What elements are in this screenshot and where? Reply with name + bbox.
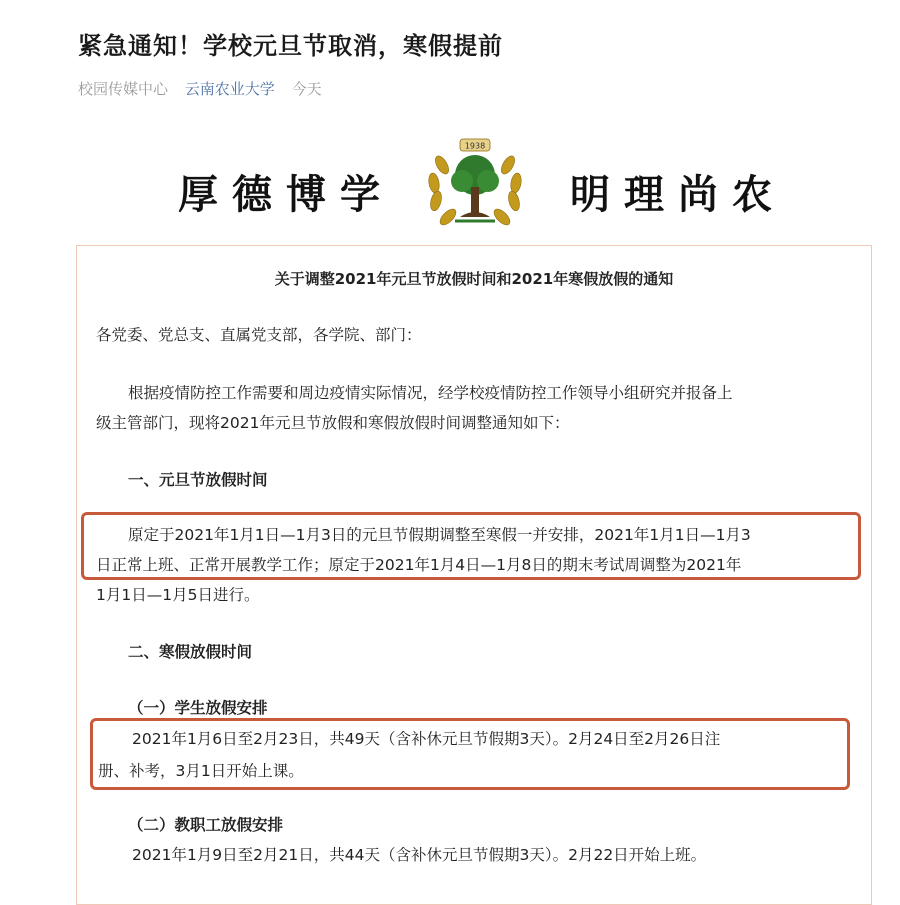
article-source: 校园传媒中心 [78,80,169,98]
sub1-line1: 2021年1月6日至2月23日，共49天（含补休元旦节假期3天）。2月24日至2月26日注 [132,730,721,748]
motto-right: 明理尚农 [570,171,786,218]
emblem-year: 1938 [464,141,486,151]
sub2-heading: （二）教职工放假安排 [128,816,284,834]
article-date: 今天 [291,80,322,98]
sub1-heading: （一）学生放假安排 [128,699,268,717]
notice-salutation: 各党委、党总支、直属党支部，各学院、部门： [96,326,422,344]
motto-left: 厚德博学 [178,171,394,218]
section1-line3: 1月1日—1月5日进行。 [96,586,260,604]
sub2-line1: 2021年1月9日至2月21日，共44天（含补休元旦节假期3天）。2月22日开始上班。 [132,846,707,864]
article-title: 紧急通知！学校元旦节取消，寒假提前 [78,32,503,60]
account-name-link[interactable]: 云南农业大学 [184,80,275,98]
section2-heading: 二、寒假放假时间 [128,643,253,661]
university-emblem-icon [420,135,530,235]
article-meta [78,78,334,99]
notice-intro-line1: 根据疫情防控工作需要和周边疫情实际情况，经学校疫情防控工作领导小组研究并报备上 [128,384,733,402]
notice-intro-line2: 级主管部门，现将2021年元旦节放假和寒假放假时间调整通知如下： [96,414,570,432]
section1-heading: 一、元旦节放假时间 [128,471,268,489]
notice-title: 关于调整2021年元旦节放假时间和2021年寒假放假的通知 [274,270,674,288]
motto-banner [150,135,810,235]
section1-line1: 原定于2021年1月1日—1月3日的元旦节假期调整至寒假一并安排，2021年1月1日—1月3 [128,526,751,544]
section1-line2: 日正常上班、正常开展教学工作；原定于2021年1月4日—1月8日的期末考试周调整为2021年 [96,556,742,574]
sub1-line2: 册、补考，3月1日开始上课。 [98,762,304,780]
